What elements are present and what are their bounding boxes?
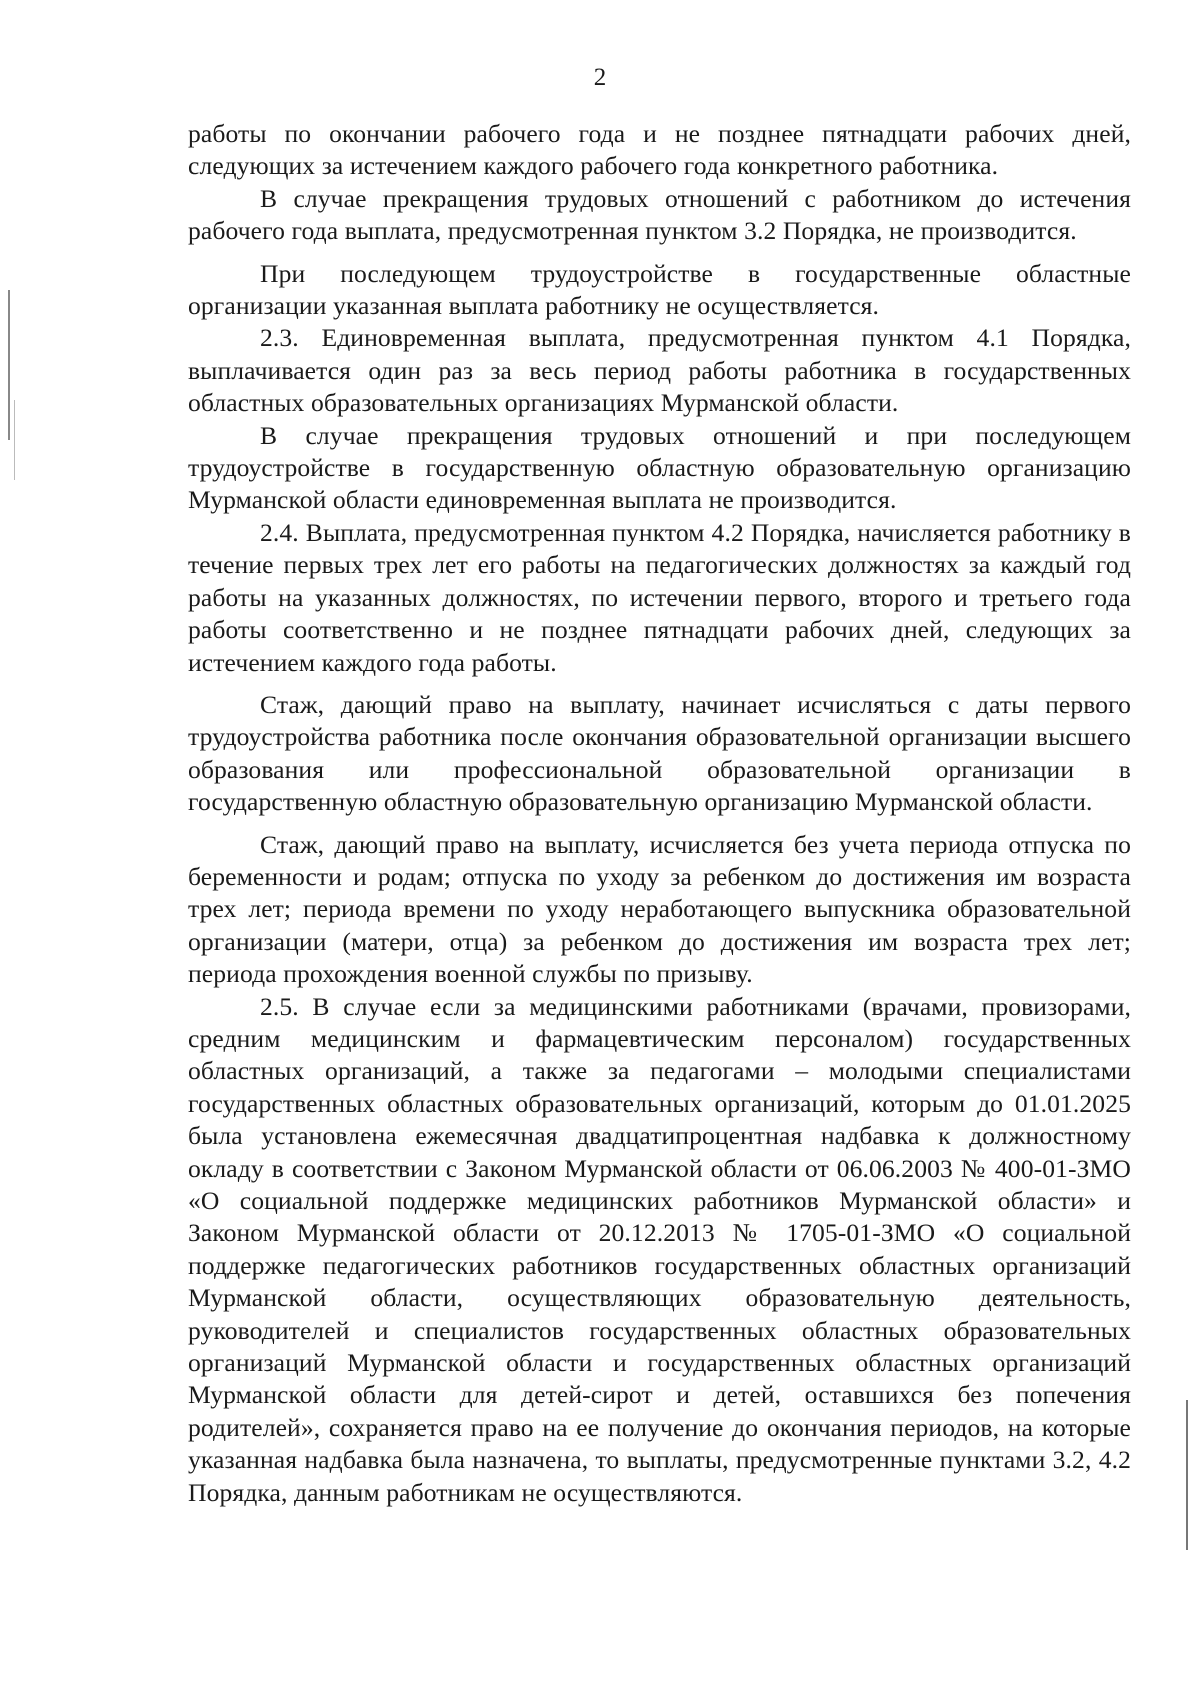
paragraph-continuation: работы по окончании рабочего года и не позднее пятнадцати рабочих дней, следующих за истечением каждого рабочего года конкретного работника. — [188, 119, 1131, 181]
paragraph-2-3-termination: В случае прекращения трудовых отношений и при последующем трудоустройстве в государственную областную образовательную организацию Мурманской области единовременная выплата не производится. — [188, 420, 1131, 515]
paragraph-2-5: 2.5. В случае если за медицинскими работниками (врачами, провизорами, средним медицинским и фармацевтическим персоналом) государственных областных организаций, а также за педагогами – молодыми специалистами государственных областных образовательных организаций, которым до 01.01.2025 была установлена ежемесячная двадцатипроцентная надбавка к должностному окладу в соответствии с Законом Мурманской области от 06.06.2003 № 400-01-ЗМО «О социальной поддержке медицинских работников Мурманской области» и Законом Мурманской области от 20.12.2013 № 1705-01-ЗМО «О социальной поддержке педагогических работников государственных областных организаций Мурманской области, осуществляющих образовательную деятельность, руководителей и специалистов государственных областных образовательных организаций Мурманской области и государственных областных организаций Мурманской области для детей-сирот и детей, оставшихся без попечения родителей», сохраняется право на ее получение до окончания периодов, на которые указанная надбавка была назначена, то выплаты, предусмотренные пунктами 3.2, 4.2 Порядка, данным работникам не осуществляются. — [188, 991, 1131, 1507]
paragraph-seniority-exclusions: Стаж, дающий право на выплату, исчисляется без учета периода отпуска по беременности и родам; отпуска по уходу за ребенком до достижения им возраста трех лет; периода времени по уходу неработающего выпускника образовательной организации (матери, отца) за ребенком до достижения им возраста трех лет; периода прохождения военной службы по призыву. — [188, 829, 1131, 989]
page-number: 2 — [593, 64, 607, 91]
scan-margin-mark-right — [1186, 1400, 1188, 1550]
paragraph-seniority-start: Стаж, дающий право на выплату, начинает исчисляться с даты первого трудоустройства работника после окончания образовательной организации высшего образования или профессиональной образовательной организации в государственную областную образовательную организацию Мурманской области. — [188, 689, 1131, 817]
document-body — [188, 118, 1131, 1509]
scan-margin-mark-left-faint — [14, 400, 15, 480]
paragraph-termination-before-year-end: В случае прекращения трудовых отношений с работником до истечения рабочего года выплата, предусмотренная пунктом 3.2 Порядка, не производится. — [188, 183, 1131, 246]
paragraph-2-3: 2.3. Единовременная выплата, предусмотренная пунктом 4.1 Порядка, выплачивается один раз за весь период работы работника в государственных областных образовательных организациях Мурманской области. — [188, 323, 1131, 418]
scan-margin-mark-left — [8, 290, 10, 440]
paragraph-2-4: 2.4. Выплата, предусмотренная пунктом 4.2 Порядка, начисляется работнику в течение первых трех лет его работы на педагогических должностях за каждый год работы на указанных должностях, по истечении первого, второго и третьего года работы соответственно и не позднее пятнадцати рабочих дней, следующих за истечением каждого года работы. — [188, 517, 1131, 677]
paragraph-subsequent-employment: При последующем трудоустройстве в государственные областные организации указанная выплата работнику не осуществляется. — [188, 258, 1131, 321]
